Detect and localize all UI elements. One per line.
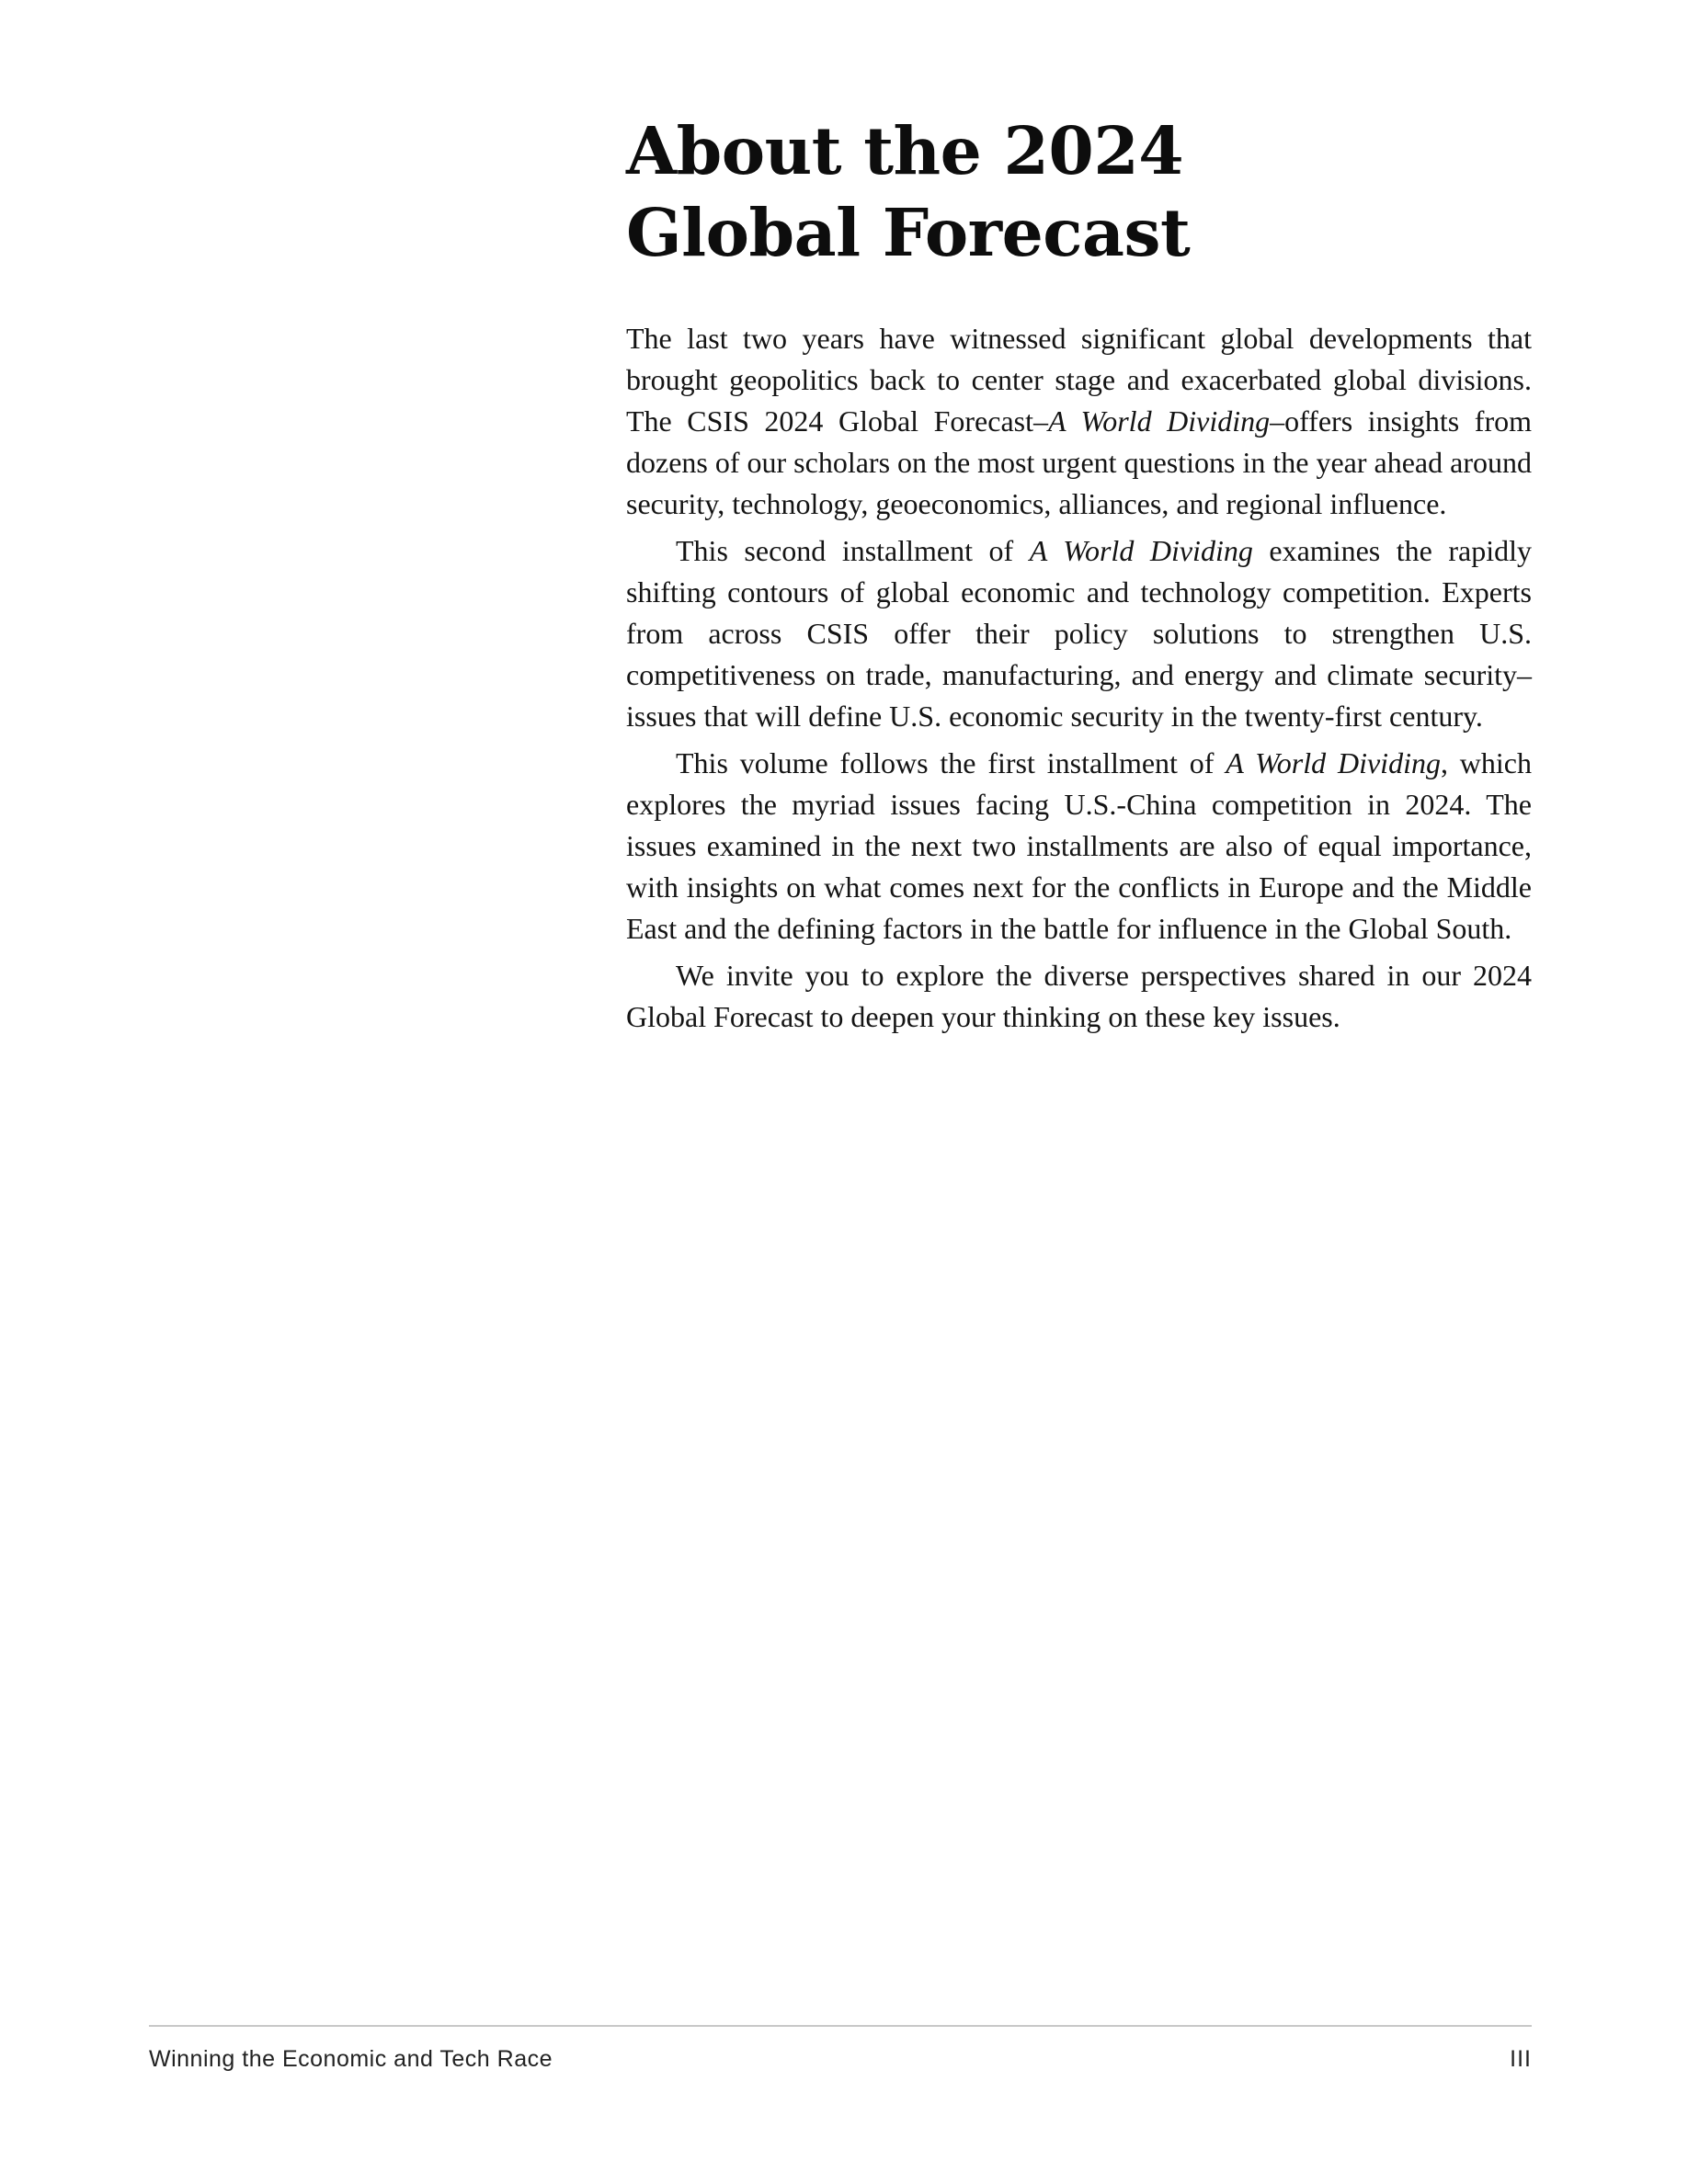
page-title-line-1: About the 2024 <box>626 112 1184 189</box>
footer-publication-title: Winning the Economic and Tech Race <box>149 2046 553 2072</box>
paragraph-text: examines the rapidly shifting contours of global economic and technology competition. Experts from across CSIS offer their policy solutions to strengthen U.S. competitiveness on trade, manufacturing, and energy and climate security–issues that will define U.S. economic security in the twenty-first century. <box>626 534 1533 733</box>
paragraph-text: The last two years have witnessed significant global developments that brought geopolitics back to center stage and exacerbated global divisions. The CSIS 2024 Global Forecast– <box>626 322 1532 438</box>
page-title <box>626 110 1545 274</box>
footer-divider <box>149 2025 1532 2027</box>
publication-name-italic: A World Dividing <box>1048 404 1271 438</box>
paragraph-invitation: We invite you to explore the diverse perspectives shared in our 2024 Global Forecast to deepen your thinking on these key issues. <box>626 959 1532 1033</box>
paragraph-text: , which explores the myriad issues facing U.S.-China competition in 2024. The issues examined in the next two installments are also of equal importance, with insights on what comes next for the conflicts in Europe and the Middle East and the defining factors in the battle for influence in the Global South. <box>626 746 1533 945</box>
page-title-line-2: Global Forecast <box>626 194 1191 271</box>
body-text <box>626 318 1532 1043</box>
paragraph-text: This second installment of <box>676 534 1030 567</box>
paragraph-text: –offers insights from dozens of our scholars on the most urgent questions in the year ahead around security, technology, geoeconomics, alliances, and regional influence. <box>626 404 1532 520</box>
paragraph-intro <box>626 318 1532 525</box>
paragraph-text: This volume follows the first installment of <box>676 746 1226 779</box>
publication-name-italic: A World Dividing <box>1029 534 1253 567</box>
paragraph-volume-context <box>626 743 1532 950</box>
publication-name-italic: A World Dividing <box>1226 746 1441 779</box>
footer-page-number: III <box>1510 2046 1532 2072</box>
paragraph-second-installment <box>626 530 1532 737</box>
